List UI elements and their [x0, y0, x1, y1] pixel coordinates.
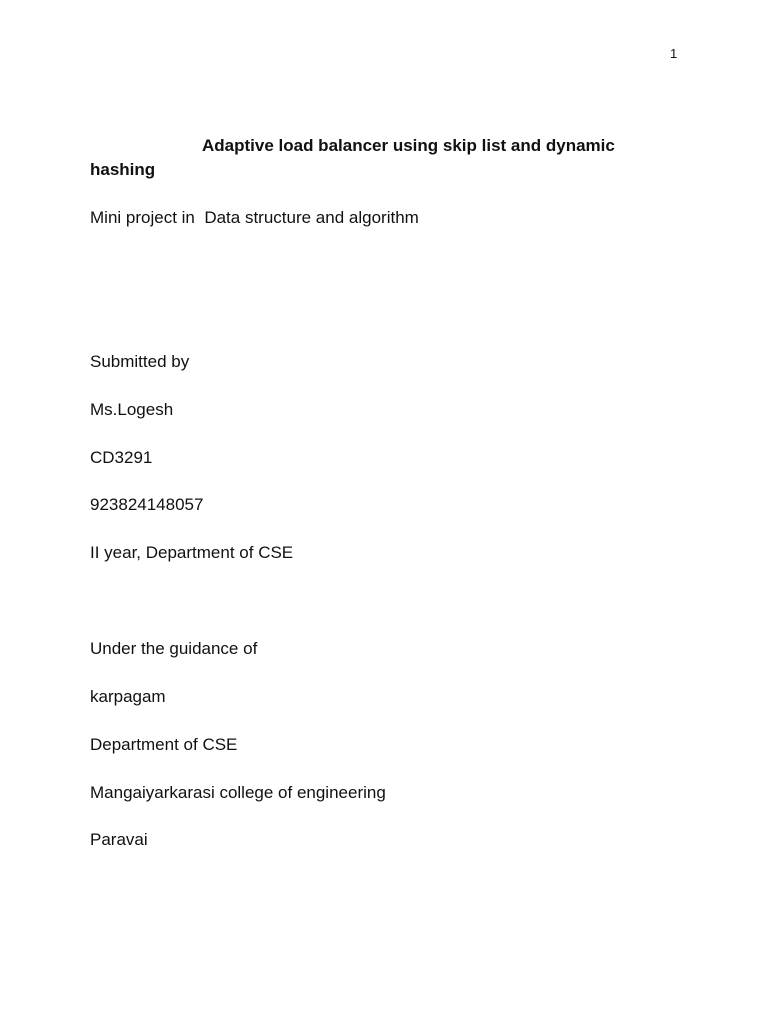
guide-department: Department of CSE — [90, 735, 238, 754]
subtitle: Mini project in Data structure and algorithm — [90, 208, 419, 227]
submitted-by-label: Submitted by — [90, 352, 190, 371]
year-department: II year, Department of CSE — [90, 543, 294, 562]
college-location: Paravai — [90, 830, 148, 849]
course-code: CD3291 — [90, 448, 153, 467]
register-number: 923824148057 — [90, 495, 204, 514]
student-name: Ms.Logesh — [90, 400, 174, 419]
guidance-label: Under the guidance of — [90, 639, 258, 658]
page-number: 1 — [670, 46, 678, 61]
guide-name: karpagam — [90, 687, 166, 706]
college-name: Mangaiyarkarasi college of engineering — [90, 783, 386, 802]
document-title: Adaptive load balancer using skip list and dynamic hashing — [90, 136, 615, 179]
